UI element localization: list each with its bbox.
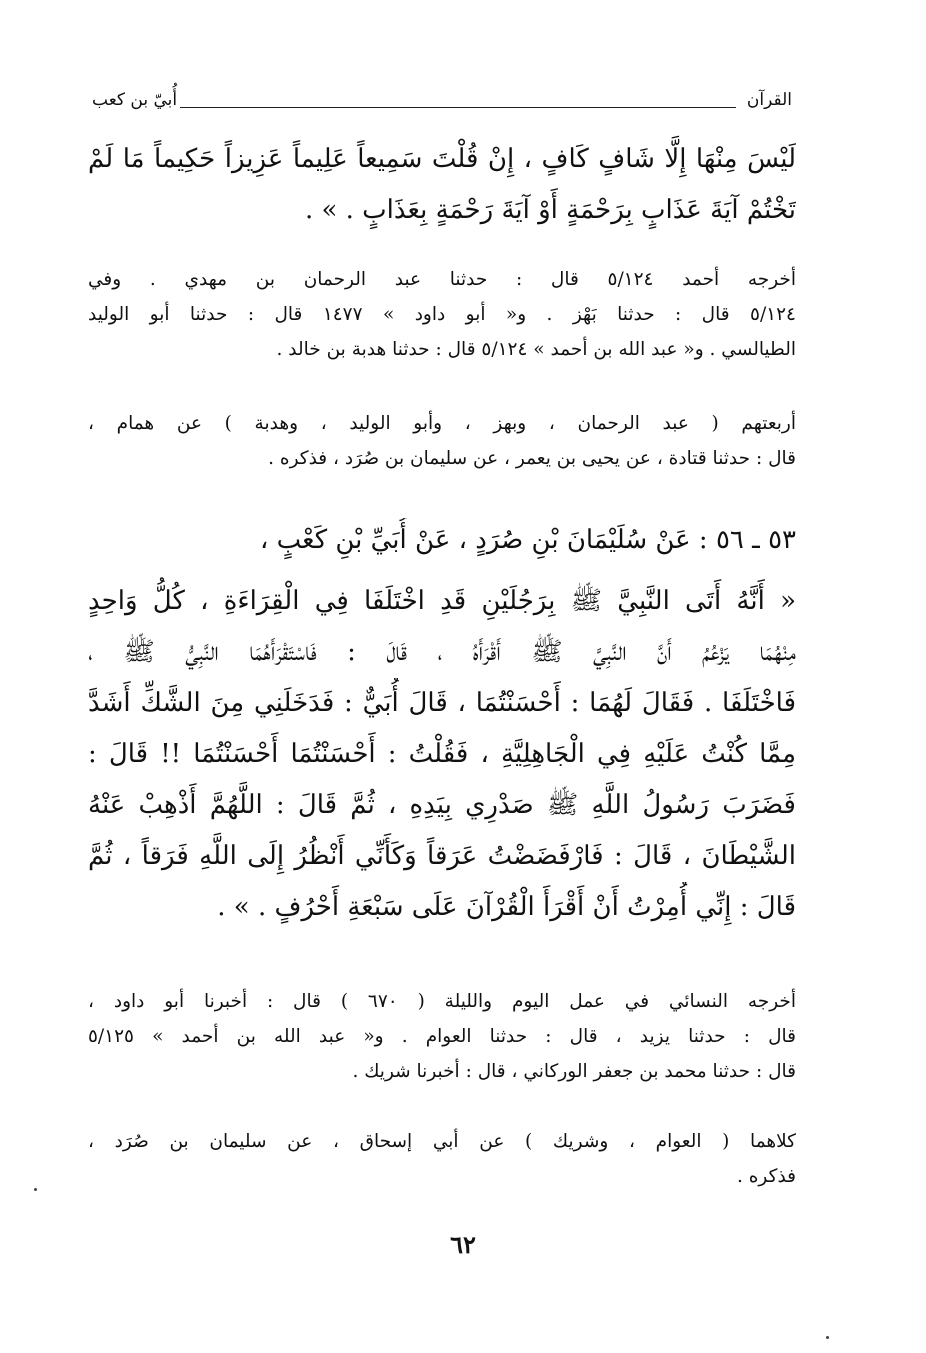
note-line: أخرجه النسائي في عمل اليوم والليلة ( ٦٧٠ ) قال : أخبرنا أبو داود ،: [88, 991, 796, 1012]
note-line: الطيالسي . و« عبد الله بن أحمد » ٥/١٢٤ قال : حدثنا هدبة بن خالد .: [276, 339, 796, 360]
note-line: قال : حدثنا يزيد ، قال : حدثنا العوام . و« عبد الله بن أحمد » ٥/١٢٥: [88, 1026, 796, 1047]
text-line: « أَنَّهُ أَتَى النَّبِيَّ ﷺ بِرَجُلَيْنِ قَدِ اخْتَلَفَا فِي الْقِرَاءَةِ ، كُلُّ وَاحِدٍ: [88, 586, 796, 616]
isnad-note: [88, 406, 796, 476]
text-line: فَضَرَبَ رَسُولُ اللَّهِ ﷺ صَدْرِي بِيَدِهِ ، ثُمَّ قَالَ : اللَّهُمَّ أَذْهِبْ عَنْهُ: [88, 790, 796, 820]
header-book-title: أُبيّ بن كعب: [92, 90, 178, 110]
note-line: أخرجه أحمد ٥/١٢٤ قال : حدثنا عبد الرحمان بن مهدي . وفي: [88, 269, 796, 290]
note-line: فذكره .: [736, 1166, 796, 1187]
running-header: [92, 88, 792, 118]
text-line: مِنْهُمَا يَزْعُمُ أَنَّ النَّبِيَّ ﷺ أَقْرَأَهُ ، قَالَ : فَاسْتَقْرَأَهُمَا النَّبِيُّ ﷺ ،: [88, 637, 796, 667]
text-line: تَخْتُمْ آيَةَ عَذَابٍ بِرَحْمَةٍ أَوْ آيَةَ رَحْمَةٍ بِعَذَابٍ . » .: [304, 195, 796, 225]
scan-speck: [34, 1188, 37, 1191]
note-line: كلاهما ( العوام ، وشريك ) عن أبي إسحاق ، عن سليمان بن صُرَد ،: [88, 1131, 796, 1152]
text-line: مِمَّا كُنْتُ عَلَيْهِ فِي الْجَاهِلِيَّةِ ، فَقُلْتُ : أَحْسَنْتُمَا أَحْسَنْتُمَا !! قَالَ :: [88, 739, 796, 769]
takhrij-note: [88, 984, 796, 1089]
takhrij-note: [88, 262, 796, 367]
header-chapter-title: القرآن: [746, 90, 792, 110]
note-line: ٥/١٢٤ قال : حدثنا بَهْز . و« أبو داود » ١٤٧٧ قال : حدثنا أبو الوليد: [88, 304, 796, 325]
hadith-number-and-chain: ٥٣ ـ ٥٦ : عَنْ سُلَيْمَانَ بْنِ صُرَدٍ ، عَنْ أُبَيِّ بْنِ كَعْبٍ ،: [259, 525, 796, 555]
isnad-note: [88, 1124, 796, 1194]
page-number: ٦٢: [450, 1230, 476, 1259]
text-line: لَيْسَ مِنْهَا إِلَّا شَافٍ كَافٍ ، إِنْ قُلْتَ سَمِيعاً عَلِيماً عَزِيزاً حَكِيماً مَا لَمْ: [88, 144, 796, 174]
note-line: أربعتهم ( عبد الرحمان ، وبهز ، وأبو الوليد ، وهدبة ) عن همام ،: [88, 413, 796, 434]
hadith-heading: [88, 518, 796, 562]
note-line: قال : حدثنا محمد بن جعفر الوركاني ، قال : أخبرنا شريك .: [352, 1061, 796, 1082]
text-line: فَاخْتَلَفَا . فَقَالَ لَهُمَا : أَحْسَنْتُمَا ، قَالَ أُبَيٌّ : فَدَخَلَنِي مِنَ الشَّكِّ أَشَدَّ: [88, 688, 796, 718]
text-line: الشَّيْطَانَ ، قَالَ : فَارْفَضَضْتُ عَرَقاً وَكَأَنِّي أَنْظُرُ إِلَى اللَّهِ فَرَقاً ، ثُمَّ: [88, 841, 796, 871]
note-line: قال : حدثنا قتادة ، عن يحيى بن يعمر ، عن سليمان بن صُرَد ، فذكره .: [268, 448, 796, 469]
hadith-text: [88, 576, 796, 933]
scan-speck: [826, 1336, 829, 1339]
header-rule: [180, 107, 736, 108]
text-line: قَالَ : إِنِّي أُمِرْتُ أَنْ أَقْرَأَ الْقُرْآنَ عَلَى سَبْعَةِ أَحْرُفٍ . » .: [217, 892, 796, 922]
quran-text-continuation: [88, 134, 796, 236]
